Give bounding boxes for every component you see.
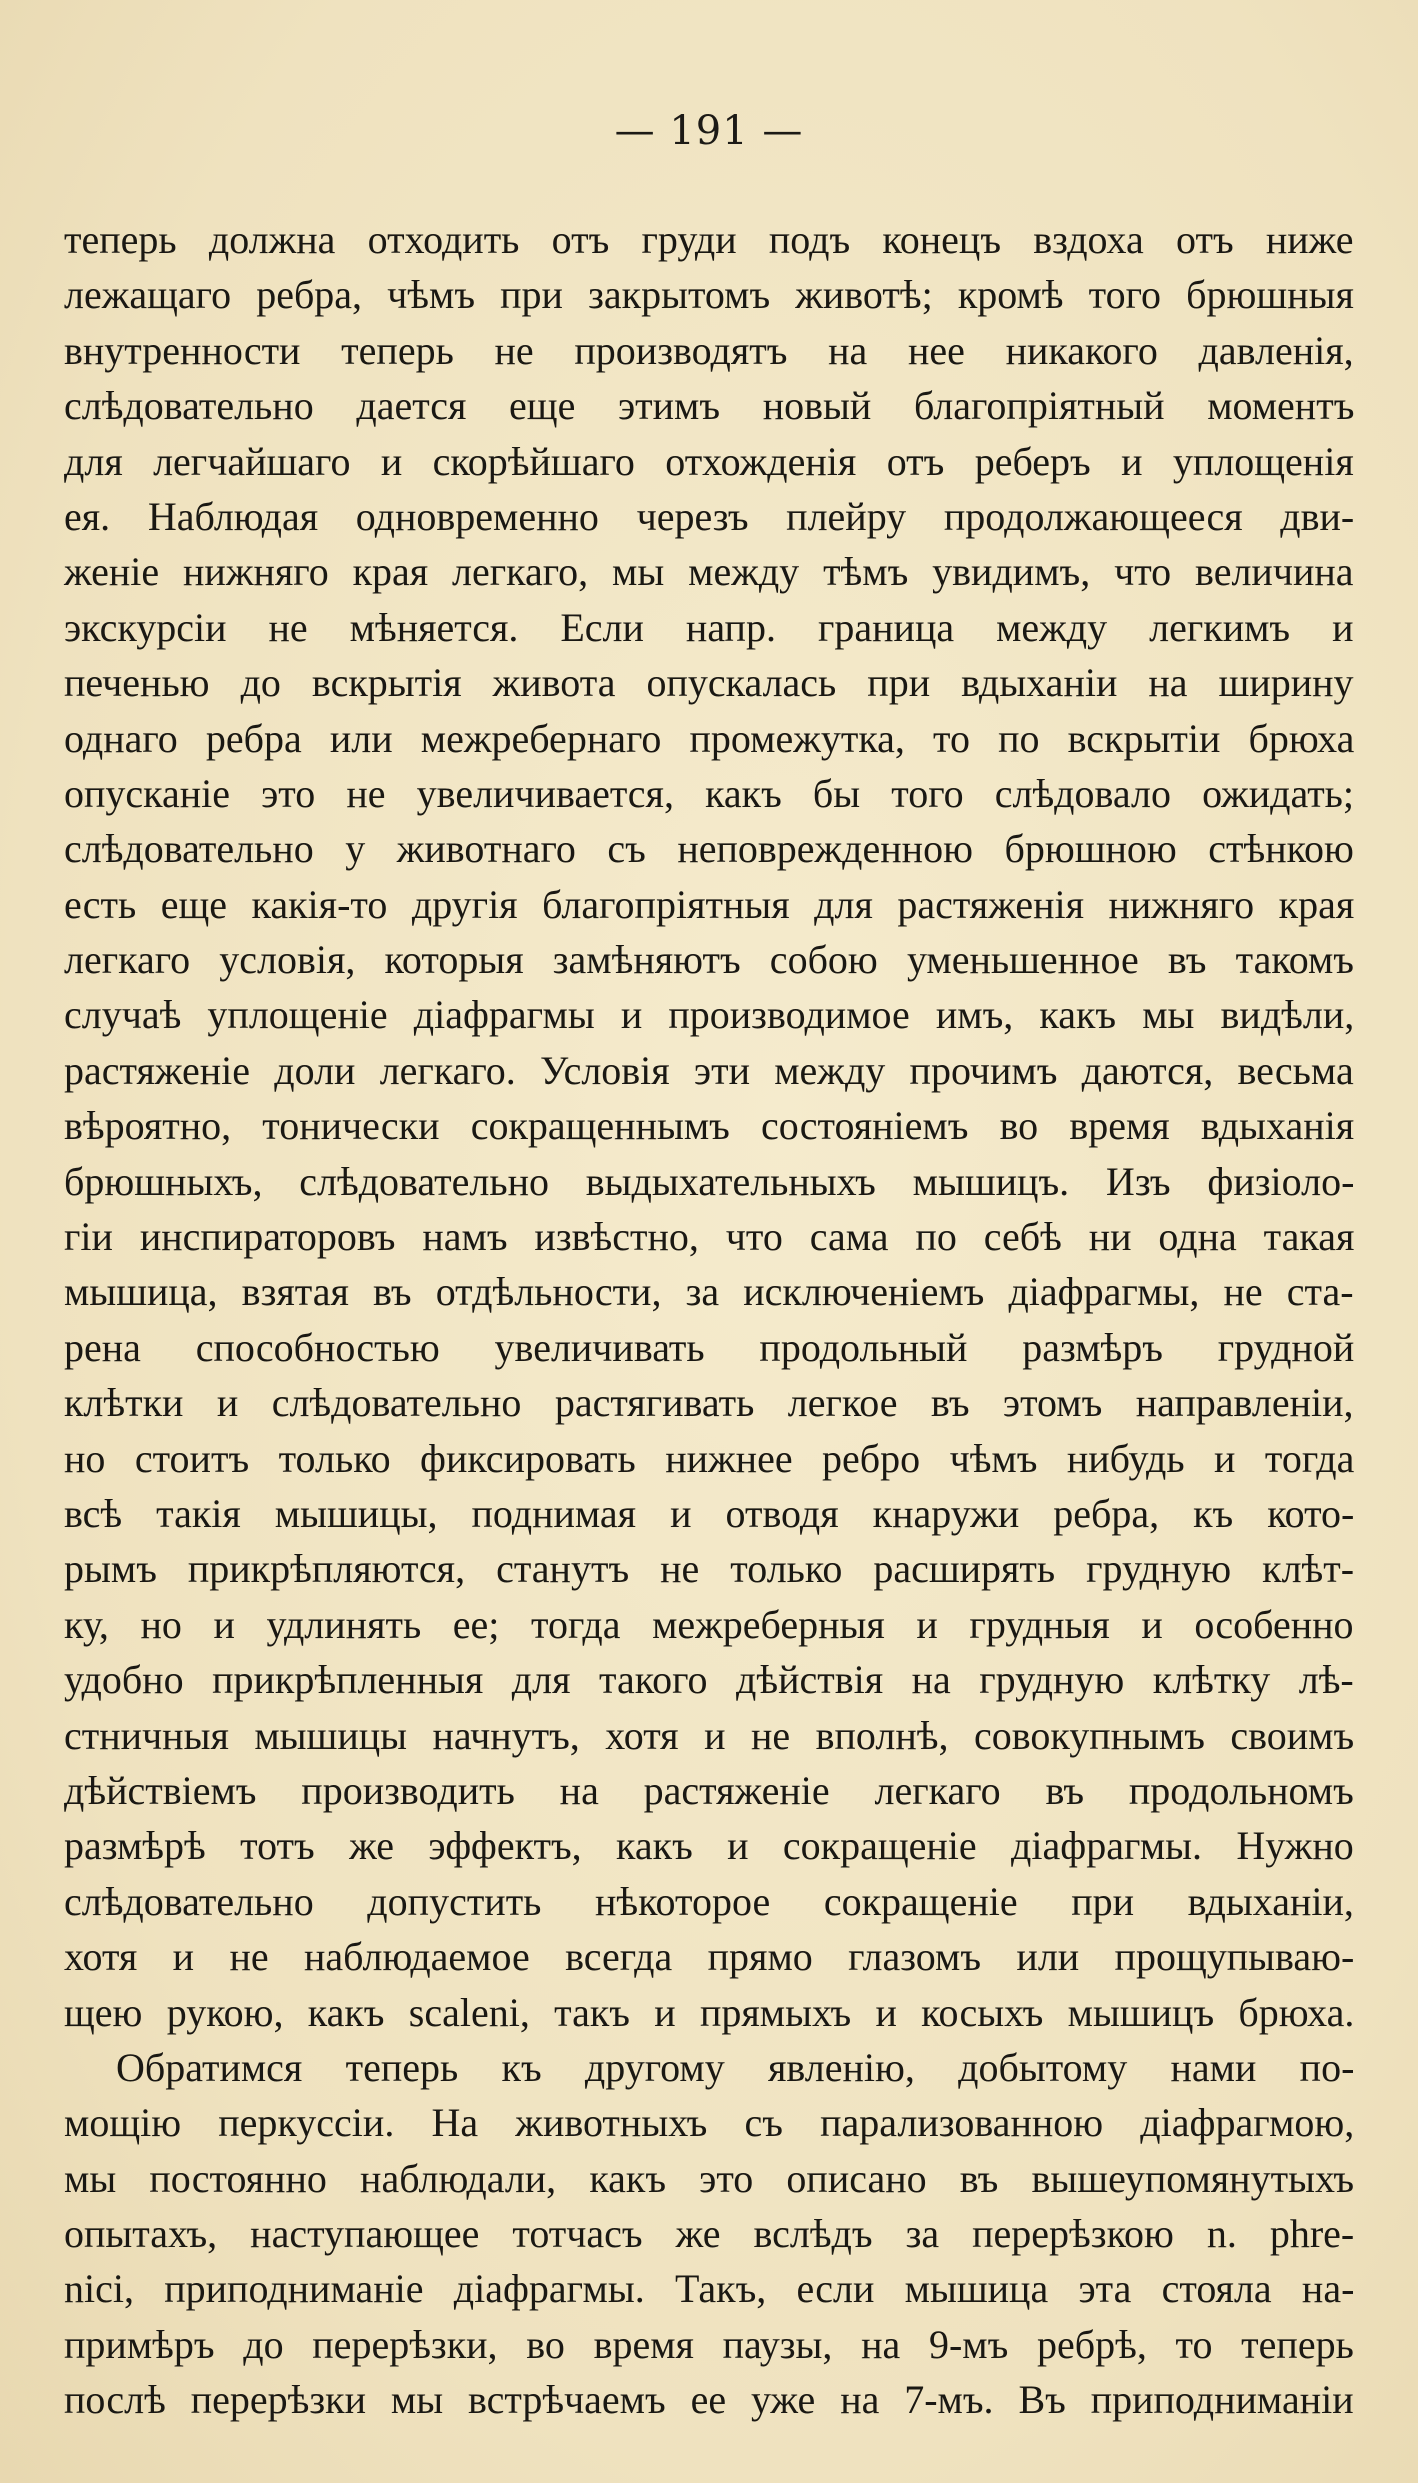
text-line xyxy=(64,2261,1354,2316)
page-number: — 191 — xyxy=(614,108,804,154)
text-line-content: щею рукою, какъ scaleni, такъ и прямыхъ и косыхъ мышицъ брюха. xyxy=(64,1989,1355,2035)
text-line xyxy=(64,987,1354,1042)
text-line xyxy=(64,1320,1354,1375)
text-line-content: мощію перкуссіи. На животныхъ съ парализованною діафрагмою, xyxy=(64,2100,1355,2146)
text-line xyxy=(64,1818,1354,1873)
text-line xyxy=(64,711,1354,766)
body-text xyxy=(64,212,1354,2428)
text-line xyxy=(64,1652,1354,1707)
text-line-content: но стоитъ только фиксировать нижнее ребро чѣмъ нибудь и тогда xyxy=(64,1435,1355,1481)
text-line xyxy=(64,1098,1354,1153)
text-line-content: женіе нижняго края легкаго, мы между тѣмъ увидимъ, что величина xyxy=(64,549,1354,595)
text-line-content: слѣдовательно допустить нѣкоторое сокращеніе при вдыханіи, xyxy=(64,1878,1354,1924)
text-line xyxy=(64,1985,1354,2040)
text-line-content: вѣроятно, тонически сокращеннымъ состояніемъ во время вдыханія xyxy=(64,1103,1355,1149)
text-line xyxy=(64,434,1354,489)
text-line xyxy=(64,2151,1354,2206)
text-line-content: мы постоянно наблюдали, какъ это описано въ вышеупомянутыхъ xyxy=(64,2155,1355,2201)
text-line xyxy=(64,489,1354,544)
text-line xyxy=(64,1486,1354,1541)
text-line-content: nici, приподниманіе діафрагмы. Такъ, если мышица эта стояла на- xyxy=(64,2266,1355,2312)
text-line-content: стничныя мышицы начнутъ, хотя и не вполнѣ, совокупнымъ своимъ xyxy=(64,1712,1355,1758)
text-line-content: слѣдовательно дается еще этимъ новый благопріятный моментъ xyxy=(64,383,1355,429)
text-line xyxy=(64,1874,1354,1929)
text-line-content: опусканіе это не увеличивается, какъ бы того слѣдовало ожидать; xyxy=(64,770,1355,816)
text-line-content: легкаго условія, которыя замѣняютъ собою уменьшенное въ такомъ xyxy=(64,937,1354,983)
text-line xyxy=(64,821,1354,876)
text-line xyxy=(64,766,1354,821)
text-line-content: опытахъ, наступающее тотчасъ же вслѣдъ за перерѣзкою n. phre- xyxy=(64,2211,1355,2257)
text-line-content: ея. Наблюдая одновременно черезъ плейру продолжающееся дви- xyxy=(64,493,1355,539)
text-line-content: ку, но и удлинять ее; тогда межреберныя и грудныя и особенно xyxy=(64,1601,1354,1647)
text-line xyxy=(64,2372,1354,2427)
text-line xyxy=(64,877,1354,932)
text-line-content: внутренности теперь не производятъ на нее никакого давленія, xyxy=(64,327,1354,373)
text-line-content: дѣйствіемъ производить на растяженіе легкаго въ продольномъ xyxy=(64,1767,1354,1813)
text-line xyxy=(64,2206,1354,2261)
text-line xyxy=(64,212,1354,267)
text-line-content: размѣрѣ тотъ же эффектъ, какъ и сокращеніе діафрагмы. Нужно xyxy=(64,1823,1354,1869)
text-line xyxy=(64,267,1354,322)
text-line xyxy=(64,1431,1354,1486)
text-line-content: случаѣ уплощеніе діафрагмы и производимое имъ, какъ мы видѣли, xyxy=(64,992,1355,1038)
text-line-content: мышица, взятая въ отдѣльности, за исключеніемъ діафрагмы, не ста- xyxy=(64,1269,1354,1315)
text-line-content: гіи инспираторовъ намъ извѣстно, что сама по себѣ ни одна такая xyxy=(64,1214,1355,1260)
text-line-content: удобно прикрѣпленныя для такого дѣйствія на грудную клѣтку лѣ- xyxy=(64,1657,1354,1703)
text-line xyxy=(64,1154,1354,1209)
text-line xyxy=(64,1264,1354,1319)
text-line-content: лежащаго ребра, чѣмъ при закрытомъ животѣ; кромѣ того брюшныя xyxy=(64,272,1354,318)
text-line xyxy=(64,932,1354,987)
text-line xyxy=(64,1929,1354,1984)
text-line xyxy=(64,655,1354,710)
text-line xyxy=(64,2095,1354,2150)
text-line-content: послѣ перерѣзки мы встрѣчаемъ ее уже на 7-мъ. Въ приподниманіи xyxy=(64,2377,1354,2423)
text-line xyxy=(64,2317,1354,2372)
text-line xyxy=(64,1541,1354,1596)
text-line-content: однаго ребра или межребернаго промежутка, то по вскрытіи брюха xyxy=(64,715,1355,761)
text-line xyxy=(64,2040,1354,2095)
text-line xyxy=(64,1375,1354,1430)
text-line-content: для легчайшаго и скорѣйшаго отхожденія отъ реберъ и уплощенія xyxy=(64,438,1354,484)
text-line xyxy=(64,1708,1354,1763)
text-line-content: рымъ прикрѣпляются, станутъ не только расширять грудную клѣт- xyxy=(64,1546,1355,1592)
text-line-content: клѣтки и слѣдовательно растягивать легкое въ этомъ направленіи, xyxy=(64,1380,1354,1426)
text-line-content: растяженіе доли легкаго. Условія эти между прочимъ даются, весьма xyxy=(64,1047,1354,1093)
text-line xyxy=(64,1597,1354,1652)
text-line-content: слѣдовательно у животнаго съ неповрежденною брюшною стѣнкою xyxy=(64,826,1354,872)
text-line-content: хотя и не наблюдаемое всегда прямо глазомъ или прощупываю- xyxy=(64,1934,1355,1980)
text-line-content: брюшныхъ, слѣдовательно выдыхательныхъ мышицъ. Изъ физіоло- xyxy=(64,1158,1355,1204)
text-line-content: рена способностью увеличивать продольный размѣръ грудной xyxy=(64,1324,1355,1370)
text-line-content: Обратимся теперь къ другому явленію, добытому нами по- xyxy=(116,2044,1355,2090)
text-line xyxy=(64,1043,1354,1098)
text-line xyxy=(64,1209,1354,1264)
text-line xyxy=(64,378,1354,433)
text-line xyxy=(64,600,1354,655)
text-line-content: есть еще какія-то другія благопріятныя для растяженія нижняго края xyxy=(64,881,1355,927)
text-line-content: всѣ такія мышицы, поднимая и отводя кнаружи ребра, къ кото- xyxy=(64,1490,1355,1536)
text-line-content: примѣръ до перерѣзки, во время паузы, на 9-мъ ребрѣ, то теперь xyxy=(64,2321,1354,2367)
text-line-content: экскурсіи не мѣняется. Если напр. граница между легкимъ и xyxy=(64,604,1354,650)
text-line xyxy=(64,323,1354,378)
text-line xyxy=(64,544,1354,599)
text-line-content: теперь должна отходить отъ груди подъ конецъ вздоха отъ ниже xyxy=(64,217,1354,262)
text-line-content: печенью до вскрытія живота опускалась при вдыханіи на ширину xyxy=(64,660,1354,706)
text-line xyxy=(64,1763,1354,1818)
